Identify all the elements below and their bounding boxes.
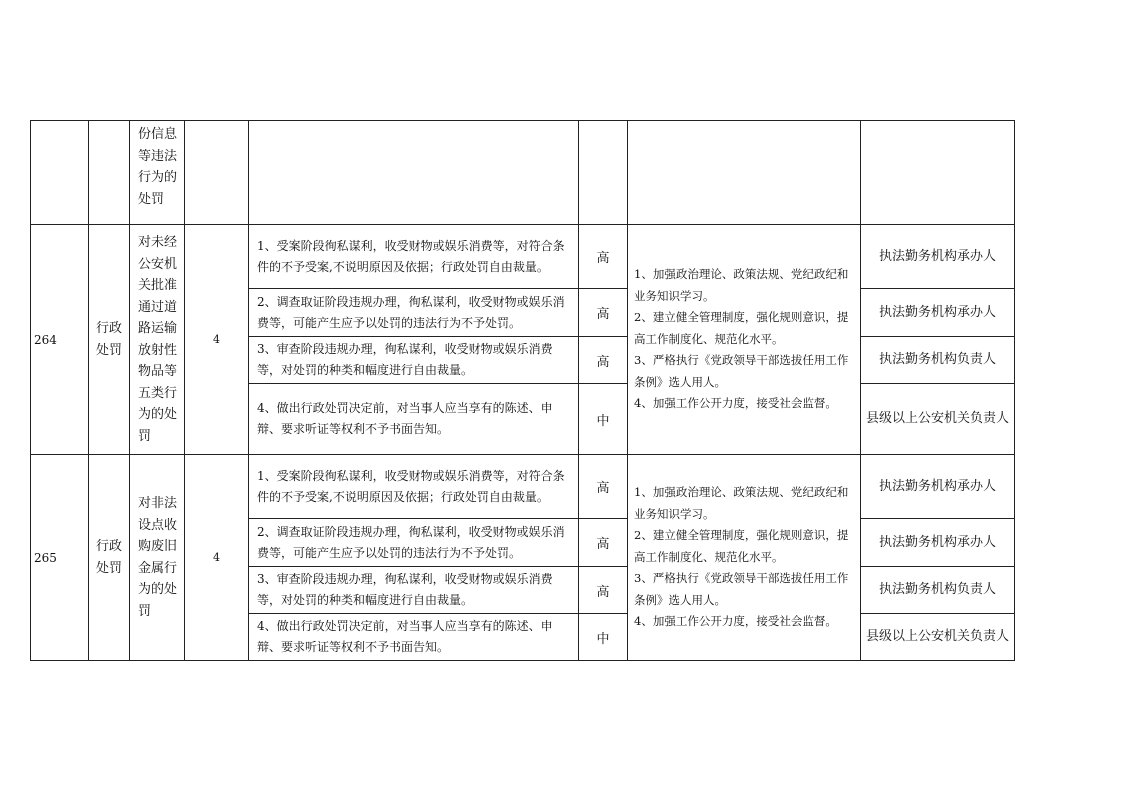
name-line: 五类行 [138, 385, 178, 401]
risk-cell: 1、受案阶段徇私谋利，收受财物或娱乐消费等，对符合条件的不予受案,不说明原因及依据；行政处罚自由裁量。 [249, 455, 579, 519]
level-cell: 高 [579, 567, 628, 614]
type-cell [89, 455, 130, 661]
number-cell: 264 [31, 225, 89, 455]
measures-cell [628, 455, 861, 661]
measure-item: 4、加强工作公开力度，接受社会监督。 [634, 614, 837, 629]
type-line: 行政 [96, 320, 123, 336]
table-row [31, 455, 1015, 519]
person-cell: 执法勤务机构承办人 [861, 225, 1015, 289]
name-line: 通过道 [138, 299, 178, 315]
number-cell: 265 [31, 455, 89, 661]
level-cell: 高 [579, 337, 628, 384]
number-cell [31, 121, 89, 225]
name-line: 金属行 [138, 560, 178, 576]
name-line: 关批准 [138, 278, 178, 293]
count-cell: 4 [185, 455, 249, 661]
name-line: 罚 [138, 603, 152, 619]
level-cell [579, 121, 628, 225]
measure-item: 3、严格执行《党政领导干部选拔任用工作条例》选人用人。 [634, 571, 849, 607]
risk-cell: 2、调查取证阶段违规办理，徇私谋利，收受财物或娱乐消费等，可能产生应予以处罚的违法行为不予处罚。 [249, 519, 579, 567]
level-cell: 高 [579, 455, 628, 519]
measures-cell [628, 121, 861, 225]
name-line: 物品等 [138, 364, 178, 379]
level-cell: 中 [579, 614, 628, 661]
type-line: 处罚 [96, 560, 123, 576]
name-line: 公安机 [138, 256, 178, 272]
level-cell: 高 [579, 289, 628, 337]
level-cell: 高 [579, 519, 628, 567]
continuation-row [31, 121, 1015, 225]
measure-item: 1、加强政治理论、政策法规、党纪政纪和业务知识学习。 [634, 485, 849, 521]
type-line: 行政 [96, 538, 123, 554]
measures-cell [628, 225, 861, 455]
risk-cell: 1、受案阶段徇私谋利，收受财物或娱乐消费等，对符合条件的不予受案,不说明原因及依据；行政处罚自由裁量。 [249, 225, 579, 289]
name-cell [130, 121, 185, 225]
risk-table [30, 120, 1015, 661]
name-line: 设点收 [138, 517, 178, 533]
person-cell: 执法勤务机构负责人 [861, 567, 1015, 614]
measure-item: 1、加强政治理论、政策法规、党纪政纪和业务知识学习。 [634, 267, 849, 303]
risk-cell: 3、审查阶段违规办理，徇私谋利，收受财物或娱乐消费等，对处罚的种类和幅度进行自由裁量。 [249, 567, 579, 614]
type-line: 处罚 [96, 342, 123, 358]
level-cell: 高 [579, 225, 628, 289]
person-cell: 执法勤务机构承办人 [861, 455, 1015, 519]
name-line: 购废旧 [138, 539, 178, 554]
count-cell [185, 121, 249, 225]
name-line: 路运输 [138, 321, 178, 336]
risk-cell: 2、调查取证阶段违规办理，徇私谋利，收受财物或娱乐消费等，可能产生应予以处罚的违法行为不予处罚。 [249, 289, 579, 337]
name-line: 处罚 [138, 191, 165, 207]
measure-item: 3、严格执行《党政领导干部选拔任用工作条例》选人用人。 [634, 353, 849, 389]
name-line: 罚 [138, 428, 152, 444]
risk-cell: 4、做出行政处罚决定前，对当事人应当享有的陈述、申辩、要求听证等权利不予书面告知。 [249, 614, 579, 661]
risk-cell [249, 121, 579, 225]
name-line: 为的处 [138, 582, 178, 597]
name-line: 等违法 [138, 148, 178, 164]
name-line: 放射性 [138, 342, 178, 358]
measure-item: 2、建立健全管理制度，强化规则意识，提高工作制度化、规范化水平。 [634, 528, 849, 564]
count-cell: 4 [185, 225, 249, 455]
name-cell [130, 455, 185, 661]
measure-item: 2、建立健全管理制度，强化规则意识，提高工作制度化、规范化水平。 [634, 310, 849, 346]
type-cell [89, 225, 130, 455]
person-cell: 执法勤务机构承办人 [861, 289, 1015, 337]
risk-cell: 4、做出行政处罚决定前，对当事人应当享有的陈述、申辩、要求听证等权利不予书面告知。 [249, 384, 579, 455]
name-line: 份信息 [138, 127, 178, 142]
name-cell [130, 225, 185, 455]
risk-cell: 3、审查阶段违规办理，徇私谋利，收受财物或娱乐消费等，对处罚的种类和幅度进行自由裁量。 [249, 337, 579, 384]
name-line: 对非法 [138, 496, 178, 511]
measure-item: 4、加强工作公开力度，接受社会监督。 [634, 396, 837, 411]
person-cell [861, 121, 1015, 225]
level-cell: 中 [579, 384, 628, 455]
person-cell: 县级以上公安机关负责人 [861, 614, 1015, 661]
person-cell: 执法勤务机构负责人 [861, 337, 1015, 384]
name-line: 为的处 [138, 407, 178, 422]
person-cell: 县级以上公安机关负责人 [861, 384, 1015, 455]
table-row [31, 225, 1015, 289]
name-line: 行为的 [138, 170, 178, 185]
name-line: 对未经 [138, 235, 178, 250]
type-cell [89, 121, 130, 225]
person-cell: 执法勤务机构承办人 [861, 519, 1015, 567]
